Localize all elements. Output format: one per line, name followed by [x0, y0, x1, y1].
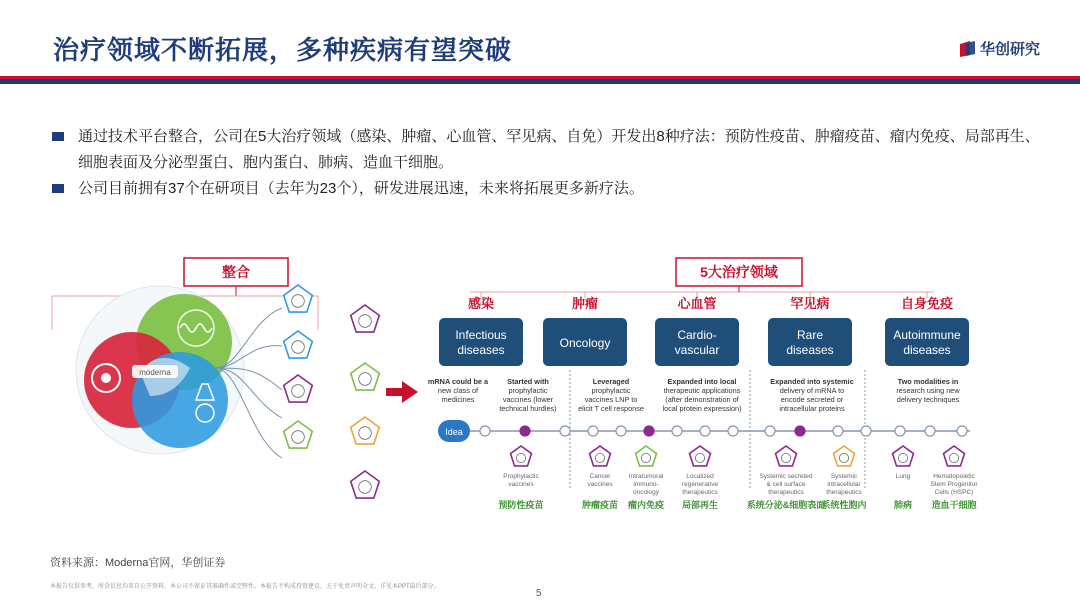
timeline-node: [833, 426, 843, 436]
timeline-node: [700, 426, 710, 436]
stage-description: encode secreted or: [780, 395, 844, 404]
stage-description: local protein expression): [662, 404, 742, 413]
area-label-cn: 罕见病: [790, 296, 830, 311]
area-label-cn: 肿瘤: [571, 296, 599, 311]
bullet-list: [52, 124, 1042, 202]
venn-center-label: moderna: [139, 368, 171, 377]
modality-label-cn: 肿瘤疫苗: [581, 500, 619, 510]
area-label-en: Infectious: [455, 328, 507, 342]
area-label-cn: 感染: [467, 296, 495, 311]
modality-label-en: Systemic: [830, 473, 858, 480]
modality-label-en: immuno-: [633, 481, 659, 488]
timeline-node: [616, 426, 626, 436]
area-label-en: Rare: [796, 328, 824, 342]
modality-label-en: regenerative: [681, 481, 719, 488]
therapy-pentagon: [351, 471, 380, 498]
area-label-en: Autoimmune: [893, 328, 961, 342]
modality-label-en: oncology: [632, 489, 660, 496]
stage-description: new class of: [437, 386, 479, 395]
timeline-node: [861, 426, 871, 436]
therapy-pentagon: [351, 305, 380, 332]
bullet-item: [52, 176, 1042, 202]
modality-label-cn: 系统性胞内: [821, 500, 867, 510]
stage-description: elicit T cell response: [578, 404, 644, 413]
stage-description: Two modalities in: [897, 377, 959, 386]
stage-description: delivery techniques: [896, 395, 960, 404]
area-label-en: diseases: [903, 343, 951, 357]
modality-label-en: Stem Progenitor: [930, 481, 978, 488]
bullet-marker: [52, 184, 64, 193]
area-label-en: diseases: [457, 343, 505, 357]
therapeutic-areas-diagram: [0, 250, 1080, 550]
right-arrow-icon: [386, 381, 418, 403]
modality-label-en: Hematopoietic: [933, 473, 975, 480]
modality-label-en: therapeutics: [826, 489, 862, 496]
modality-label-cn: 瘤内免疫: [627, 500, 665, 510]
timeline-node: [895, 426, 905, 436]
stage-description: prophylactic: [591, 386, 631, 395]
modality-label-cn: 局部再生: [681, 500, 719, 510]
source-note: 资料来源：Moderna官网，华创证券: [50, 557, 226, 569]
modality-label-en: vaccines: [587, 481, 613, 488]
area-box: [439, 318, 523, 366]
area-label-en: Oncology: [559, 336, 611, 350]
timeline-node: [520, 426, 530, 436]
area-label-cn: 心血管: [677, 296, 717, 311]
stage-description: research using new: [896, 386, 960, 395]
logo-text: 华创研究: [980, 41, 1041, 58]
area-label-en: vascular: [674, 343, 720, 357]
stage-description: Leveraged: [592, 377, 630, 386]
timeline-node: [957, 426, 967, 436]
modality-label-en: vaccines: [508, 481, 534, 488]
area-box: [885, 318, 969, 366]
stage-description: (after demonstration of: [665, 395, 739, 404]
modality-label-en: Systemic secreted: [759, 473, 813, 480]
timeline-node: [795, 426, 805, 436]
timeline-node: [560, 426, 570, 436]
modality-label-en: therapeutics: [768, 489, 804, 496]
modality-label-cn: 系统分泌&细胞表面: [746, 500, 826, 510]
modality-label-en: intracellular: [827, 481, 861, 488]
stage-description: prophylactic: [508, 386, 548, 395]
bullet-marker: [52, 132, 64, 141]
header: [0, 0, 1080, 84]
modality-label-en: Cells (HSPC): [934, 489, 974, 496]
stage-description: therapeutic applications: [663, 386, 741, 395]
stage-description: technical hurdles): [499, 404, 557, 413]
timeline-node: [644, 426, 654, 436]
modality-label-cn: 预防性疫苗: [498, 500, 544, 510]
therapy-pentagon: [284, 331, 313, 358]
page-number: 5: [536, 588, 542, 599]
modality-label-cn: 肺病: [893, 500, 913, 510]
modality-label-en: Lung: [895, 473, 911, 480]
timeline-node: [925, 426, 935, 436]
therapy-pentagon: [284, 375, 313, 402]
logo-icon: [958, 40, 976, 58]
stage-description: Started with: [507, 377, 549, 386]
idea-label: Idea: [445, 427, 463, 437]
modality-label-en: Intratumoral: [628, 473, 664, 480]
stage-description: medicines: [441, 395, 475, 404]
timeline-node: [672, 426, 682, 436]
bullet-text: 公司目前拥有37个在研项目（去年为23个），研发进展迅速，未来将拓展更多新疗法。: [78, 180, 644, 197]
modality-label-en: & cell surface: [766, 481, 806, 488]
therapy-pentagon: [284, 421, 313, 448]
area-label-en: Cardio-: [677, 328, 717, 342]
stage-description: Expanded into systemic: [770, 377, 854, 386]
area-label-cn: 自身免疫: [900, 296, 954, 311]
timeline-node: [588, 426, 598, 436]
disclaimer: 本报告仅供参考，所含信息均来自公开资料，本公司不保证其准确性或完整性。本报告不构成投资建议，关于免责声明全文，详见本PPT最后部分。: [50, 584, 440, 590]
stage-description: vaccines (lower: [502, 395, 554, 404]
timeline-node: [765, 426, 775, 436]
areas-title: 5大治疗领域: [700, 264, 778, 280]
timeline-node: [728, 426, 738, 436]
modality-label-en: therapeutics: [682, 489, 718, 496]
therapy-pentagon: [284, 285, 313, 312]
page-title: 治疗领域不断拓展，多种疾病有望突破: [53, 35, 513, 65]
integration-label: 整合: [222, 264, 250, 280]
area-box: [655, 318, 739, 366]
bullet-text: 通过技术平台整合，公司在5大治疗领域（感染、肿瘤、心血管、罕见病、自免）开发出8种疗法：预防性疫苗、肿瘤疫苗、瘤内免疫、局部再生、细胞表面及分泌型蛋白、胞内蛋白、肺病、造血干细胞。: [78, 128, 1040, 171]
logo: [958, 38, 1040, 59]
modality-label-en: Localized: [686, 473, 714, 480]
therapy-pentagon: [351, 363, 380, 390]
modality-label-cn: 造血干细胞: [931, 500, 977, 510]
stage-description: intracellular proteins: [779, 404, 845, 413]
timeline-node: [480, 426, 490, 436]
stage-description: vaccines LNP to: [584, 395, 638, 404]
stage-description: delivery of mRNA to: [779, 386, 845, 395]
bullet-item: [52, 124, 1042, 176]
header-rule-blue: [0, 79, 1080, 84]
technology-venn-diagram: [76, 286, 244, 454]
therapy-pentagon: [351, 417, 380, 444]
modality-label-en: Cancer: [589, 473, 611, 480]
area-label-en: diseases: [786, 343, 834, 357]
stage-description: mRNA could be a: [427, 377, 489, 386]
area-box: [768, 318, 852, 366]
modality-label-en: Prophylactic: [503, 473, 539, 480]
stage-description: Expanded into local: [667, 377, 737, 386]
